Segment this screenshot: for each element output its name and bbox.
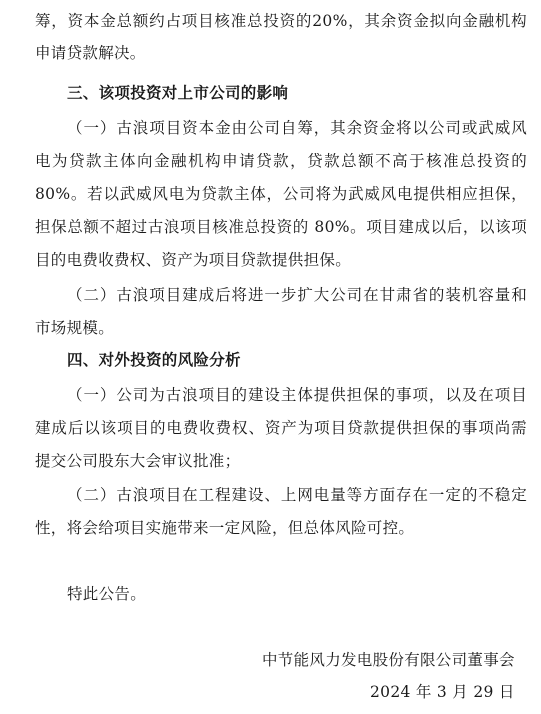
paragraph-line: （二）古浪项目建成后将进一步扩大公司在甘肃省的装机容量和 (67, 286, 527, 304)
paragraph-line: 申请贷款解决。 (35, 44, 146, 62)
paragraph-line: （一）公司为古浪项目的建设主体提供担保的事项，以及在项目 (67, 386, 527, 404)
closing-text: 特此公告。 (67, 585, 147, 603)
section-heading-3: 三、该项投资对上市公司的影响 (67, 84, 289, 102)
paragraph-line: 建成后以该项目的电费收费权、资产为项目贷款提供担保的事项尚需 (35, 419, 527, 437)
signature-date: 2024 年 3 月 29 日 (370, 683, 515, 701)
paragraph-line: （一）古浪项目资本金由公司自筹，其余资金将以公司或武威风 (67, 119, 527, 137)
paragraph-line: 80%。若以武威风电为贷款主体，公司将为武威风电提供相应担保， (35, 185, 527, 203)
paragraph-line: 性，将会给项目实施带来一定风险，但总体风险可控。 (35, 519, 415, 537)
paragraph-line: （二）古浪项目在工程建设、上网电量等方面存在一定的不稳定 (67, 486, 527, 504)
section-heading-4: 四、对外投资的风险分析 (67, 351, 241, 369)
paragraph-line: 市场规模。 (35, 319, 115, 337)
paragraph-line: 筹，资本金总额约占项目核准总投资的20%，其余资金拟向金融机构 (35, 12, 527, 30)
paragraph-line: 电为贷款主体向金融机构申请贷款，贷款总额不高于核准总投资的 (35, 152, 527, 170)
signature-company: 中节能风力发电股份有限公司董事会 (262, 651, 515, 669)
paragraph-line: 担保总额不超过古浪项目核准总投资的 80%。项目建成以后，以该项 (35, 218, 527, 236)
paragraph-line: 目的电费收费权、资产为项目贷款提供担保。 (35, 251, 352, 269)
paragraph-line: 提交公司股东大会审议批准； (35, 452, 241, 470)
